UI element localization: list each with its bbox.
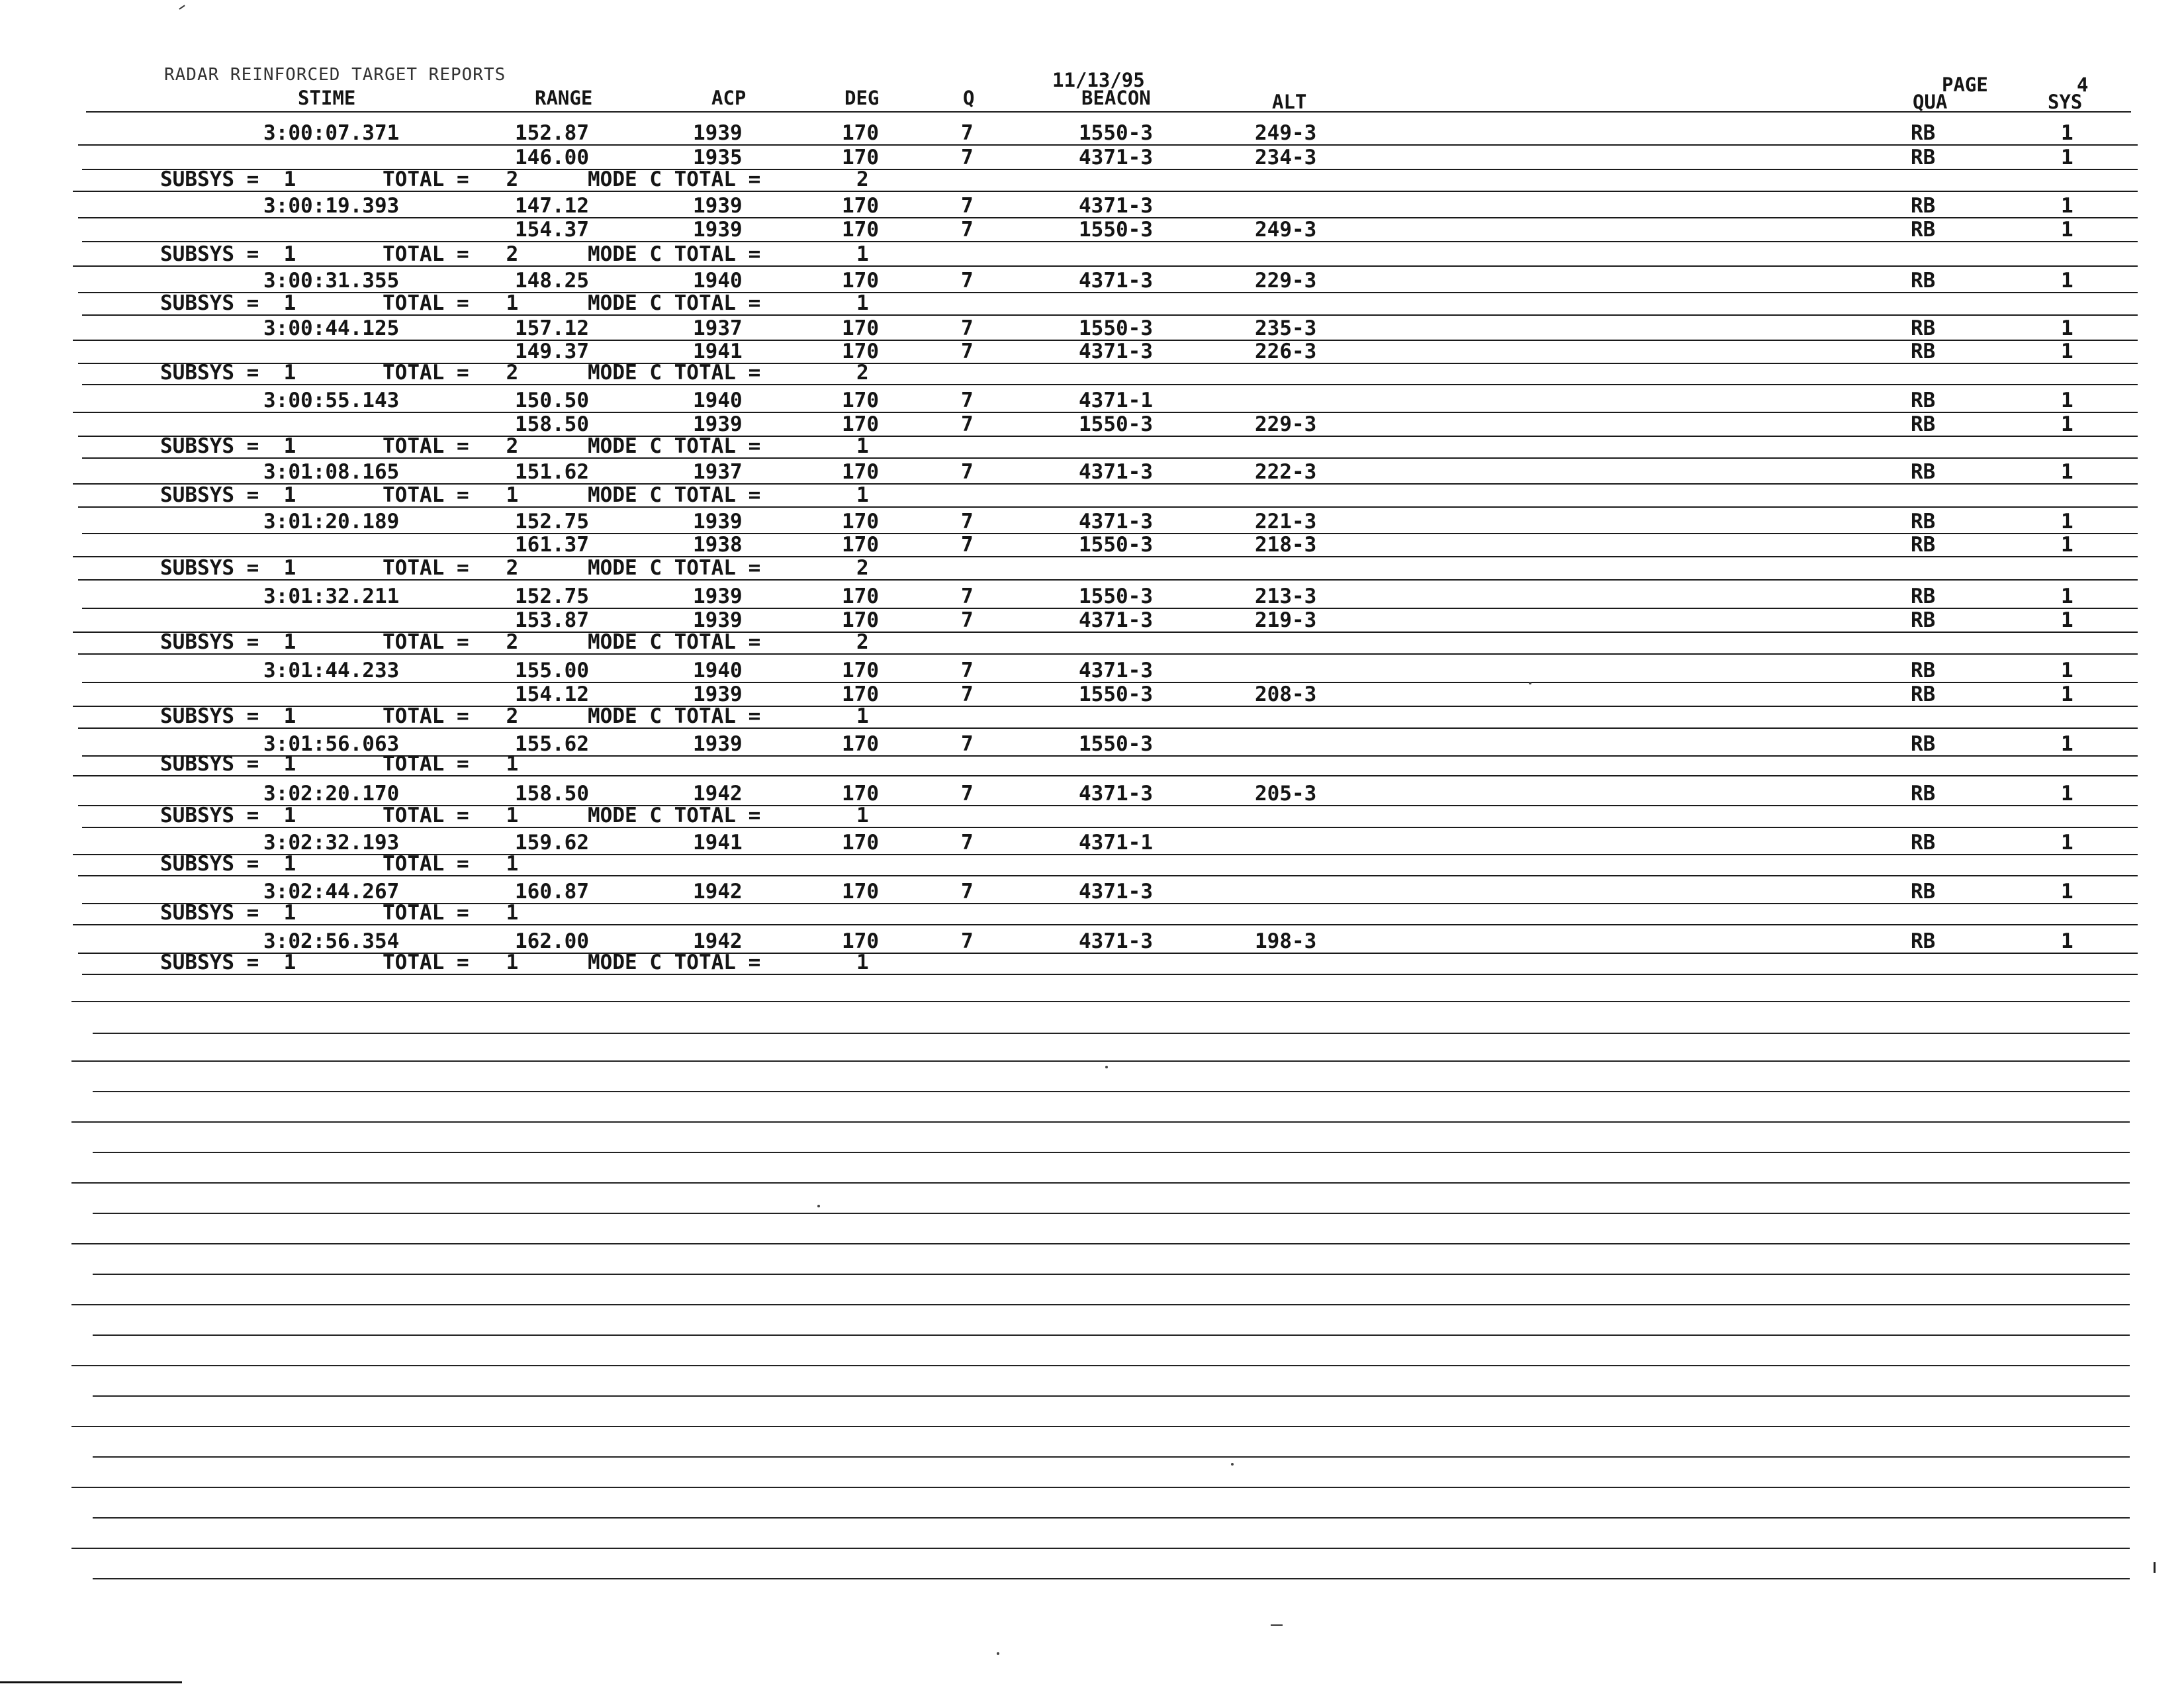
cell-stime: 3:01:32.211 — [263, 585, 400, 608]
summary-mode-total: 2 — [856, 167, 869, 191]
cell-acp: 1939 — [693, 412, 743, 436]
summary-mode: MODE C TOTAL = — [588, 434, 761, 458]
scan-speck — [1105, 1066, 1108, 1068]
row-rule — [78, 653, 2138, 655]
cell-qua: RB — [1911, 316, 1936, 340]
cell-acp: 1942 — [693, 782, 743, 806]
summary-total: TOTAL = 2 — [383, 630, 519, 654]
summary-mode: MODE C TOTAL = — [588, 630, 761, 654]
cell-qua: RB — [1911, 121, 1936, 145]
cell-range: 159.62 — [515, 831, 589, 855]
cell-deg: 170 — [842, 146, 879, 169]
cell-sys: 1 — [2061, 585, 2073, 608]
cell-acp: 1939 — [693, 510, 743, 534]
cell-sys: 1 — [2061, 460, 2073, 484]
cell-qua: RB — [1911, 412, 1936, 436]
summary-total: TOTAL = 2 — [383, 242, 519, 266]
cell-alt: 221-3 — [1255, 510, 1317, 534]
blank-form-line — [71, 1548, 2130, 1549]
cell-sys: 1 — [2061, 389, 2073, 412]
row-rule — [73, 924, 2138, 925]
cell-stime: 3:02:56.354 — [263, 929, 400, 953]
cell-alt: 198-3 — [1255, 929, 1317, 953]
cell-sys: 1 — [2061, 929, 2073, 953]
blank-form-line — [71, 1001, 2130, 1002]
cell-q: 7 — [961, 659, 974, 682]
cell-acp: 1940 — [693, 269, 743, 293]
summary-mode-total: 1 — [856, 483, 869, 507]
cell-beacon: 1550-3 — [1079, 218, 1153, 242]
col-header-q: Q — [963, 87, 975, 109]
cell-qua: RB — [1911, 389, 1936, 412]
cell-sys: 1 — [2061, 340, 2073, 363]
cell-beacon: 4371-3 — [1079, 659, 1153, 682]
blank-form-line — [93, 1091, 2130, 1092]
cell-deg: 170 — [842, 880, 879, 904]
summary-label: SUBSYS = 1 — [160, 291, 296, 315]
cell-alt: 235-3 — [1255, 316, 1317, 340]
row-rule — [82, 457, 2138, 459]
cell-deg: 170 — [842, 608, 879, 632]
cell-beacon: 1550-3 — [1079, 121, 1153, 145]
cell-deg: 170 — [842, 269, 879, 293]
cell-deg: 170 — [842, 316, 879, 340]
cell-sys: 1 — [2061, 412, 2073, 436]
cell-range: 152.75 — [515, 585, 589, 608]
summary-mode-total: 1 — [856, 242, 869, 266]
cell-qua: RB — [1911, 218, 1936, 242]
summary-total: TOTAL = 1 — [383, 901, 519, 925]
blank-form-line — [71, 1365, 2130, 1366]
row-rule — [78, 506, 2138, 508]
cell-beacon: 4371-3 — [1079, 146, 1153, 169]
cell-qua: RB — [1911, 194, 1936, 218]
cell-acp: 1939 — [693, 194, 743, 218]
scan-speck — [817, 1205, 820, 1207]
cell-qua: RB — [1911, 608, 1936, 632]
summary-mode: MODE C TOTAL = — [588, 804, 761, 827]
cell-range: 157.12 — [515, 316, 589, 340]
cell-q: 7 — [961, 340, 974, 363]
cell-stime: 3:00:55.143 — [263, 389, 400, 412]
scan-speck — [1529, 682, 1531, 684]
cell-acp: 1935 — [693, 146, 743, 169]
cell-deg: 170 — [842, 533, 879, 557]
summary-total: TOTAL = 1 — [383, 852, 519, 876]
cell-q: 7 — [961, 831, 974, 855]
cell-beacon: 4371-3 — [1079, 929, 1153, 953]
cell-alt: 249-3 — [1255, 121, 1317, 145]
cell-qua: RB — [1911, 782, 1936, 806]
cell-qua: RB — [1911, 682, 1936, 706]
cell-acp: 1939 — [693, 608, 743, 632]
cell-q: 7 — [961, 194, 974, 218]
cell-q: 7 — [961, 533, 974, 557]
cell-range: 158.50 — [515, 412, 589, 436]
cell-q: 7 — [961, 732, 974, 756]
blank-form-line — [71, 1243, 2130, 1244]
cell-range: 152.75 — [515, 510, 589, 534]
summary-mode: MODE C TOTAL = — [588, 291, 761, 315]
cell-deg: 170 — [842, 412, 879, 436]
cell-acp: 1942 — [693, 929, 743, 953]
cell-stime: 3:00:31.355 — [263, 269, 400, 293]
cell-qua: RB — [1911, 585, 1936, 608]
summary-mode: MODE C TOTAL = — [588, 483, 761, 507]
cell-alt: 208-3 — [1255, 682, 1317, 706]
cell-acp: 1939 — [693, 585, 743, 608]
cell-q: 7 — [961, 121, 974, 145]
summary-total: TOTAL = 2 — [383, 167, 519, 191]
summary-total: TOTAL = 1 — [383, 752, 519, 776]
cell-acp: 1941 — [693, 340, 743, 363]
cell-range: 148.25 — [515, 269, 589, 293]
row-rule — [73, 265, 2138, 267]
cell-deg: 170 — [842, 218, 879, 242]
summary-total: TOTAL = 2 — [383, 704, 519, 728]
cell-q: 7 — [961, 510, 974, 534]
cell-qua: RB — [1911, 929, 1936, 953]
cell-q: 7 — [961, 929, 974, 953]
cell-range: 154.12 — [515, 682, 589, 706]
summary-label: SUBSYS = 1 — [160, 434, 296, 458]
cell-beacon: 4371-3 — [1079, 340, 1153, 363]
cell-deg: 170 — [842, 831, 879, 855]
summary-label: SUBSYS = 1 — [160, 852, 296, 876]
col-header-sys: SYS — [2048, 91, 2083, 113]
summary-total: TOTAL = 1 — [383, 951, 519, 974]
cell-qua: RB — [1911, 460, 1936, 484]
cell-beacon: 1550-3 — [1079, 682, 1153, 706]
cell-acp: 1937 — [693, 316, 743, 340]
cell-qua: RB — [1911, 831, 1936, 855]
cell-sys: 1 — [2061, 682, 2073, 706]
cell-deg: 170 — [842, 389, 879, 412]
cell-stime: 3:00:44.125 — [263, 316, 400, 340]
cell-beacon: 4371-3 — [1079, 269, 1153, 293]
cell-range: 152.87 — [515, 121, 589, 145]
summary-mode-total: 1 — [856, 804, 869, 827]
cell-beacon: 4371-3 — [1079, 608, 1153, 632]
cell-qua: RB — [1911, 659, 1936, 682]
cell-sys: 1 — [2061, 269, 2073, 293]
cell-sys: 1 — [2061, 121, 2073, 145]
cell-range: 149.37 — [515, 340, 589, 363]
cell-acp: 1939 — [693, 121, 743, 145]
cell-acp: 1942 — [693, 880, 743, 904]
cell-deg: 170 — [842, 585, 879, 608]
scan-mark — [179, 5, 185, 9]
cell-sys: 1 — [2061, 194, 2073, 218]
summary-mode: MODE C TOTAL = — [588, 361, 761, 385]
cell-beacon: 1550-3 — [1079, 533, 1153, 557]
scan-border-fragment — [0, 1681, 182, 1683]
cell-range: 155.00 — [515, 659, 589, 682]
cell-sys: 1 — [2061, 533, 2073, 557]
summary-label: SUBSYS = 1 — [160, 704, 296, 728]
summary-label: SUBSYS = 1 — [160, 951, 296, 974]
cell-alt: 218-3 — [1255, 533, 1317, 557]
cell-sys: 1 — [2061, 732, 2073, 756]
report-date: 11/13/95 — [1052, 69, 1145, 91]
cell-alt: 249-3 — [1255, 218, 1317, 242]
cell-alt: 205-3 — [1255, 782, 1317, 806]
summary-label: SUBSYS = 1 — [160, 630, 296, 654]
cell-acp: 1939 — [693, 732, 743, 756]
cell-acp: 1940 — [693, 389, 743, 412]
cell-range: 161.37 — [515, 533, 589, 557]
col-header-alt: ALT — [1272, 91, 1307, 113]
summary-mode-total: 2 — [856, 556, 869, 580]
cell-q: 7 — [961, 782, 974, 806]
cell-deg: 170 — [842, 460, 879, 484]
cell-stime: 3:01:08.165 — [263, 460, 400, 484]
cell-q: 7 — [961, 880, 974, 904]
blank-form-line — [93, 1334, 2130, 1336]
cell-q: 7 — [961, 146, 974, 169]
summary-mode-total: 1 — [856, 291, 869, 315]
summary-mode: MODE C TOTAL = — [588, 167, 761, 191]
blank-form-line — [93, 1033, 2130, 1034]
summary-mode: MODE C TOTAL = — [588, 242, 761, 266]
cell-qua: RB — [1911, 880, 1936, 904]
summary-label: SUBSYS = 1 — [160, 242, 296, 266]
page-label: PAGE — [1942, 73, 1988, 96]
summary-label: SUBSYS = 1 — [160, 361, 296, 385]
summary-total: TOTAL = 2 — [383, 434, 519, 458]
col-header-acp: ACP — [711, 87, 747, 109]
cell-alt: 226-3 — [1255, 340, 1317, 363]
cell-beacon: 4371-3 — [1079, 782, 1153, 806]
row-rule — [82, 827, 2138, 828]
cell-acp: 1940 — [693, 659, 743, 682]
cell-sys: 1 — [2061, 146, 2073, 169]
row-rule — [78, 727, 2138, 729]
cell-sys: 1 — [2061, 510, 2073, 534]
cell-q: 7 — [961, 269, 974, 293]
cell-stime: 3:01:44.233 — [263, 659, 400, 682]
blank-form-line — [93, 1395, 2130, 1397]
cell-sys: 1 — [2061, 218, 2073, 242]
blank-form-line — [93, 1456, 2130, 1458]
blank-form-line — [93, 1517, 2130, 1519]
cell-deg: 170 — [842, 929, 879, 953]
cell-range: 162.00 — [515, 929, 589, 953]
col-header-range: RANGE — [535, 87, 593, 109]
summary-total: TOTAL = 1 — [383, 291, 519, 315]
cell-alt: 234-3 — [1255, 146, 1317, 169]
cell-deg: 170 — [842, 782, 879, 806]
blank-form-line — [71, 1060, 2130, 1062]
summary-label: SUBSYS = 1 — [160, 167, 296, 191]
cell-range: 146.00 — [515, 146, 589, 169]
summary-label: SUBSYS = 1 — [160, 483, 296, 507]
cell-alt: 229-3 — [1255, 269, 1317, 293]
summary-mode-total: 2 — [856, 630, 869, 654]
cell-beacon: 1550-3 — [1079, 585, 1153, 608]
cell-acp: 1941 — [693, 831, 743, 855]
cell-acp: 1937 — [693, 460, 743, 484]
summary-mode-total: 1 — [856, 434, 869, 458]
scan-mark — [1271, 1624, 1283, 1626]
cell-qua: RB — [1911, 269, 1936, 293]
cell-range: 151.62 — [515, 460, 589, 484]
cell-qua: RB — [1911, 732, 1936, 756]
cell-acp: 1939 — [693, 682, 743, 706]
cell-qua: RB — [1911, 533, 1936, 557]
scan-speck — [997, 1652, 999, 1655]
summary-mode-total: 1 — [856, 704, 869, 728]
cell-acp: 1939 — [693, 218, 743, 242]
cell-sys: 1 — [2061, 316, 2073, 340]
cell-beacon: 4371-3 — [1079, 194, 1153, 218]
cell-stime: 3:02:32.193 — [263, 831, 400, 855]
cell-beacon: 1550-3 — [1079, 316, 1153, 340]
row-rule — [82, 384, 2138, 385]
blank-form-line — [71, 1121, 2130, 1123]
cell-deg: 170 — [842, 732, 879, 756]
cell-beacon: 4371-3 — [1079, 460, 1153, 484]
cell-range: 160.87 — [515, 880, 589, 904]
row-rule — [73, 775, 2138, 776]
cell-stime: 3:01:56.063 — [263, 732, 400, 756]
cell-beacon: 1550-3 — [1079, 732, 1153, 756]
summary-total: TOTAL = 1 — [383, 483, 519, 507]
cell-alt: 222-3 — [1255, 460, 1317, 484]
summary-mode-total: 2 — [856, 361, 869, 385]
cell-alt: 229-3 — [1255, 412, 1317, 436]
cell-deg: 170 — [842, 340, 879, 363]
summary-total: TOTAL = 2 — [383, 556, 519, 580]
cell-range: 147.12 — [515, 194, 589, 218]
blank-form-line — [71, 1182, 2130, 1184]
cell-range: 155.62 — [515, 732, 589, 756]
cell-stime: 3:00:19.393 — [263, 194, 400, 218]
blank-form-line — [71, 1487, 2130, 1488]
summary-label: SUBSYS = 1 — [160, 752, 296, 776]
col-header-qua: QUA — [1913, 91, 1948, 113]
cell-sys: 1 — [2061, 831, 2073, 855]
cell-sys: 1 — [2061, 880, 2073, 904]
cell-beacon: 4371-3 — [1079, 510, 1153, 534]
cell-range: 150.50 — [515, 389, 589, 412]
cell-range: 158.50 — [515, 782, 589, 806]
summary-mode: MODE C TOTAL = — [588, 704, 761, 728]
cell-deg: 170 — [842, 682, 879, 706]
summary-mode: MODE C TOTAL = — [588, 951, 761, 974]
scan-speck — [1231, 1463, 1234, 1466]
cell-qua: RB — [1911, 510, 1936, 534]
cell-alt: 213-3 — [1255, 585, 1317, 608]
cell-q: 7 — [961, 460, 974, 484]
cell-deg: 170 — [842, 194, 879, 218]
cell-range: 154.37 — [515, 218, 589, 242]
cell-q: 7 — [961, 389, 974, 412]
page-number: 4 — [2077, 73, 2089, 96]
summary-total: TOTAL = 1 — [383, 804, 519, 827]
blank-form-line — [93, 1274, 2130, 1275]
row-rule — [78, 579, 2138, 581]
scan-edge-mark — [2154, 1562, 2156, 1573]
cell-stime: 3:01:20.189 — [263, 510, 400, 534]
cell-deg: 170 — [842, 659, 879, 682]
summary-mode: MODE C TOTAL = — [588, 556, 761, 580]
cell-acp: 1938 — [693, 533, 743, 557]
row-rule — [73, 191, 2138, 192]
cell-qua: RB — [1911, 340, 1936, 363]
blank-form-line — [93, 1152, 2130, 1153]
cell-qua: RB — [1911, 146, 1936, 169]
summary-mode-total: 1 — [856, 951, 869, 974]
cell-sys: 1 — [2061, 608, 2073, 632]
cell-q: 7 — [961, 585, 974, 608]
cell-sys: 1 — [2061, 782, 2073, 806]
cell-stime: 3:02:20.170 — [263, 782, 400, 806]
cell-stime: 3:00:07.371 — [263, 121, 400, 145]
cell-deg: 170 — [842, 510, 879, 534]
cell-sys: 1 — [2061, 659, 2073, 682]
summary-label: SUBSYS = 1 — [160, 804, 296, 827]
blank-form-line — [93, 1578, 2130, 1579]
row-rule — [78, 875, 2138, 876]
cell-q: 7 — [961, 218, 974, 242]
cell-range: 153.87 — [515, 608, 589, 632]
cell-beacon: 4371-1 — [1079, 831, 1153, 855]
cell-q: 7 — [961, 316, 974, 340]
report-title: RADAR REINFORCED TARGET REPORTS — [164, 65, 506, 85]
cell-q: 7 — [961, 608, 974, 632]
summary-label: SUBSYS = 1 — [160, 901, 296, 925]
row-rule — [82, 974, 2138, 975]
cell-alt: 219-3 — [1255, 608, 1317, 632]
cell-deg: 170 — [842, 121, 879, 145]
blank-form-line — [71, 1304, 2130, 1305]
cell-beacon: 4371-1 — [1079, 389, 1153, 412]
summary-label: SUBSYS = 1 — [160, 556, 296, 580]
col-header-deg: DEG — [844, 87, 880, 109]
header-rule — [86, 111, 2131, 113]
row-rule — [82, 314, 2138, 316]
col-header-stime: STIME — [298, 87, 356, 109]
cell-q: 7 — [961, 412, 974, 436]
blank-form-line — [93, 1213, 2130, 1214]
cell-beacon: 4371-3 — [1079, 880, 1153, 904]
blank-form-line — [71, 1426, 2130, 1427]
cell-stime: 3:02:44.267 — [263, 880, 400, 904]
summary-total: TOTAL = 2 — [383, 361, 519, 385]
cell-q: 7 — [961, 682, 974, 706]
cell-beacon: 1550-3 — [1079, 412, 1153, 436]
col-header-beacon: BEACON — [1081, 87, 1151, 109]
